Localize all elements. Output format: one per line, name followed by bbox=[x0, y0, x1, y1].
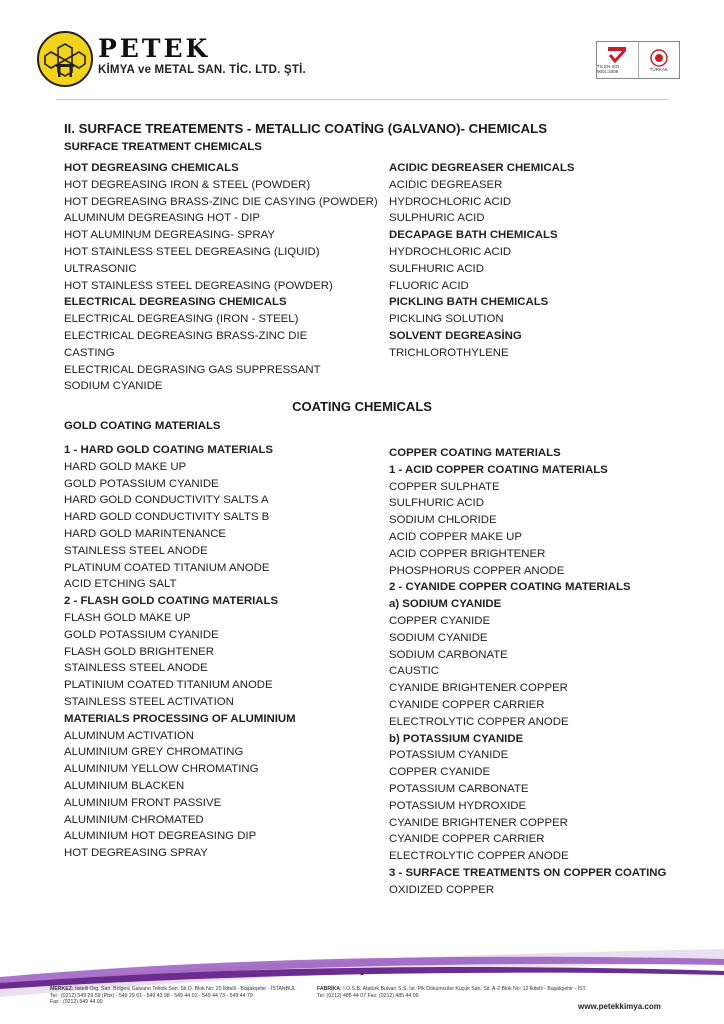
list-item: HARD GOLD CONDUCTIVITY SALTS A bbox=[64, 494, 269, 507]
footer-wave-graphic bbox=[0, 945, 724, 1024]
fabrika-address: İ.O.S.B. Atatürk Bulvarı S.S. İst. Pik Dökümcüler Küçük San. Sit. A-2 Blok No: 12 İkitelli - Başakşehir - İST. bbox=[343, 986, 587, 992]
list-heading: SOLVENT DEGREASİNG bbox=[389, 329, 522, 342]
list-item: STAINLESS STEEL ANODE bbox=[64, 662, 208, 675]
list-item: SULPHURIC ACID bbox=[389, 212, 485, 225]
list-item: STAINLESS STEEL ACTIVATION bbox=[64, 695, 234, 708]
list-heading: ELECTRICAL DEGREASING CHEMICALS bbox=[64, 296, 287, 309]
surface-left-list bbox=[64, 160, 378, 395]
list-item: PLATINIUM COATED TITANIUM ANODE bbox=[64, 679, 273, 692]
list-item: CAUSTIC bbox=[389, 665, 439, 678]
merkez-fax: Fax : (0212) 549 44 00 bbox=[50, 999, 103, 1006]
list-item: ULTRASONIC bbox=[64, 262, 137, 275]
company-subtitle: KİMYA ve METAL SAN. TİC. LTD. ŞTİ. bbox=[98, 64, 306, 76]
list-item: HOT STAINLESS STEEL DEGREASING (POWDER) bbox=[64, 279, 333, 292]
list-item: CYANIDE BRIGHTENER COPPER bbox=[389, 816, 568, 829]
merkez-label: MERKEZ: bbox=[50, 986, 74, 992]
list-item: ALUMINIUM CHROMATED bbox=[64, 813, 204, 826]
list-item: ALUMINIUM BLACKEN bbox=[64, 779, 185, 792]
gold-coating-subtitle: GOLD COATING MATERIALS bbox=[64, 420, 221, 432]
list-item: ALUMINUM DEGREASING HOT - DIP bbox=[64, 212, 260, 225]
turkak-badge bbox=[638, 42, 680, 78]
list-item: SULFHURIC ACID bbox=[389, 262, 484, 275]
list-item: PLATINUM COATED TITANIUM ANODE bbox=[64, 561, 270, 574]
header-divider bbox=[56, 99, 668, 100]
list-item: TRICHLOROTHYLENE bbox=[389, 346, 509, 359]
list-item: ELECTRICAL DEGRASING GAS SUPPRESSANT bbox=[64, 363, 321, 376]
list-item: SODIUM CYANIDE bbox=[64, 380, 163, 393]
list-heading: 1 - HARD GOLD COATING MATERIALS bbox=[64, 444, 274, 456]
checkmark-icon bbox=[606, 46, 628, 64]
list-item: CYANIDE COPPER CARRIER bbox=[389, 698, 545, 711]
list-heading: COPPER COATING MATERIALS bbox=[389, 447, 561, 459]
list-item: POTASSIUM CARBONATE bbox=[389, 782, 529, 795]
list-item: COPPER CYANIDE bbox=[389, 766, 491, 779]
company-brand bbox=[98, 36, 306, 76]
list-heading: b) POTASSIUM CYANIDE bbox=[389, 732, 524, 745]
coating-chemicals-title: COATING CHEMICALS bbox=[292, 399, 432, 414]
list-item: ACID COPPER MAKE UP bbox=[389, 530, 522, 543]
turkak-seal-icon bbox=[650, 49, 668, 67]
list-heading: DECAPAGE BATH CHEMICALS bbox=[389, 229, 558, 242]
list-item: PICKLING SOLUTION bbox=[389, 313, 504, 326]
list-item: ACID ETCHING SALT bbox=[64, 578, 177, 591]
list-item: HYDROCHLORIC ACID bbox=[389, 195, 512, 208]
fabrika-label: FABRİKA: bbox=[317, 986, 342, 992]
list-item: ACID COPPER BRIGHTENER bbox=[389, 547, 546, 560]
list-item: ALUMINUM ACTIVATION bbox=[64, 729, 194, 742]
list-item: STAINLESS STEEL ANODE bbox=[64, 544, 208, 557]
list-item: SODIUM CYANIDE bbox=[389, 631, 488, 644]
list-item: HOT DEGREASING SPRAY bbox=[64, 847, 208, 860]
section-title: II. SURFACE TREATEMENTS - METALLIC COATİNG (GALVANO)- CHEMICALS bbox=[64, 121, 548, 136]
list-item: ELECTRICAL DEGREASING (IRON - STEEL) bbox=[64, 313, 299, 326]
company-name: PETEK bbox=[98, 34, 211, 63]
list-item: FLUORIC ACID bbox=[389, 279, 469, 292]
list-item: OXIDIZED COPPER bbox=[389, 883, 495, 896]
page-header bbox=[0, 0, 724, 100]
list-item: ELECTROLYTIC COPPER ANODE bbox=[389, 715, 569, 728]
list-heading: 2 - FLASH GOLD COATING MATERIALS bbox=[64, 595, 279, 608]
list-item: HOT ALUMINUM DEGREASING- SPRAY bbox=[64, 229, 275, 242]
list-item: HARD GOLD MARINTENANCE bbox=[64, 527, 227, 540]
list-item: ALUMINIUM YELLOW CHROMATING bbox=[64, 763, 259, 776]
list-item: ALUMINIUM FRONT PASSIVE bbox=[64, 796, 222, 809]
list-heading: MATERIALS PROCESSING OF ALUMINIUM bbox=[64, 712, 296, 725]
list-item: POTASSIUM HYDROXIDE bbox=[389, 799, 527, 812]
list-heading: HOT DEGREASING CHEMICALS bbox=[64, 162, 239, 174]
website-link[interactable]: www.petekkimya.com bbox=[578, 1002, 661, 1011]
merkez-address: İkitelli Org. San. Bölgesi Galvano Teknik San. Sit.D. Blok No: 20 İkitelli - Başakşehir - İSTANBUL bbox=[75, 986, 296, 992]
list-item: SODIUM CARBONATE bbox=[389, 648, 508, 661]
list-heading: ACIDIC DEGREASER CHEMICALS bbox=[389, 162, 575, 174]
merkez-tel: Tel : (0212) 549 29 59 (Pbx) - 549 29 61 - 549 43 98 - 549 44 01 - 549 44 73 - 549 44 79 bbox=[50, 992, 253, 999]
list-item: PHOSPHORUS COPPER ANODE bbox=[389, 564, 565, 577]
list-heading: 1 - ACID COPPER COATING MATERIALS bbox=[389, 463, 608, 476]
list-item: COPPER SULPHATE bbox=[389, 480, 500, 493]
list-item: CYANIDE BRIGHTENER COPPER bbox=[389, 682, 568, 695]
list-item: HARD GOLD CONDUCTIVITY SALTS B bbox=[64, 511, 270, 524]
coating-left-list bbox=[64, 442, 296, 862]
list-heading: PICKLING BATH CHEMICALS bbox=[389, 296, 549, 309]
list-item: GOLD POTASSIUM CYANIDE bbox=[64, 477, 219, 490]
turkak-text: TÜRKAK bbox=[649, 66, 668, 72]
list-item: ALUMINIUM HOT DEGREASING DIP bbox=[64, 830, 257, 843]
fabrika-tel: Tel: (0212) 485 44 07 Fax: (0212) 485 44 09 bbox=[317, 992, 419, 999]
list-item: HOT DEGREASING BRASS-ZINC DIE CASYING (POWDER) bbox=[64, 195, 378, 208]
footer-merkez bbox=[50, 986, 296, 1006]
list-item: FLASH GOLD BRIGHTENER bbox=[64, 645, 215, 658]
list-item: FLASH GOLD MAKE UP bbox=[64, 611, 191, 624]
iso-cert-badge bbox=[597, 42, 638, 78]
list-item: HOT DEGREASING IRON & STEEL (POWDER) bbox=[64, 178, 311, 191]
list-item: HARD GOLD MAKE UP bbox=[64, 460, 187, 473]
certification-badges bbox=[596, 41, 680, 79]
list-item: HOT STAINLESS STEEL DEGREASING (LIQUID) bbox=[64, 245, 320, 258]
petek-logo-icon bbox=[36, 30, 94, 88]
list-item: SULFHURIC ACID bbox=[389, 497, 484, 510]
list-item: ACIDIC DEGREASER bbox=[389, 178, 503, 191]
surface-treatment-subtitle: SURFACE TREATMENT CHEMICALS bbox=[64, 141, 262, 153]
list-item: CASTING bbox=[64, 346, 115, 359]
list-item: COPPER CYANIDE bbox=[389, 614, 491, 627]
surface-right-list bbox=[389, 160, 574, 362]
list-item: ELECTRICAL DEGREASING BRASS-ZINC DIE bbox=[64, 329, 308, 342]
list-item: HYDROCHLORIC ACID bbox=[389, 245, 512, 258]
list-item: POTASSIUM CYANIDE bbox=[389, 749, 509, 762]
coating-right-list bbox=[389, 445, 666, 899]
list-item: GOLD POTASSIUM CYANIDE bbox=[64, 628, 219, 641]
list-heading: a) SODIUM CYANIDE bbox=[389, 598, 502, 611]
list-item: CYANIDE COPPER CARRIER bbox=[389, 833, 545, 846]
list-heading: 2 - CYANIDE COPPER COATING MATERIALS bbox=[389, 581, 631, 594]
iso-cert-text: TS EN ISO 9001:2008 bbox=[597, 64, 620, 74]
list-item: ALUMINIUM GREY CHROMATING bbox=[64, 746, 244, 759]
list-item: ELECTROLYTIC COPPER ANODE bbox=[389, 850, 569, 863]
list-item: SODIUM CHLORIDE bbox=[389, 514, 497, 527]
list-heading: 3 - SURFACE TREATMENTS ON COPPER COATING bbox=[389, 866, 667, 879]
footer-fabrika bbox=[317, 986, 587, 999]
